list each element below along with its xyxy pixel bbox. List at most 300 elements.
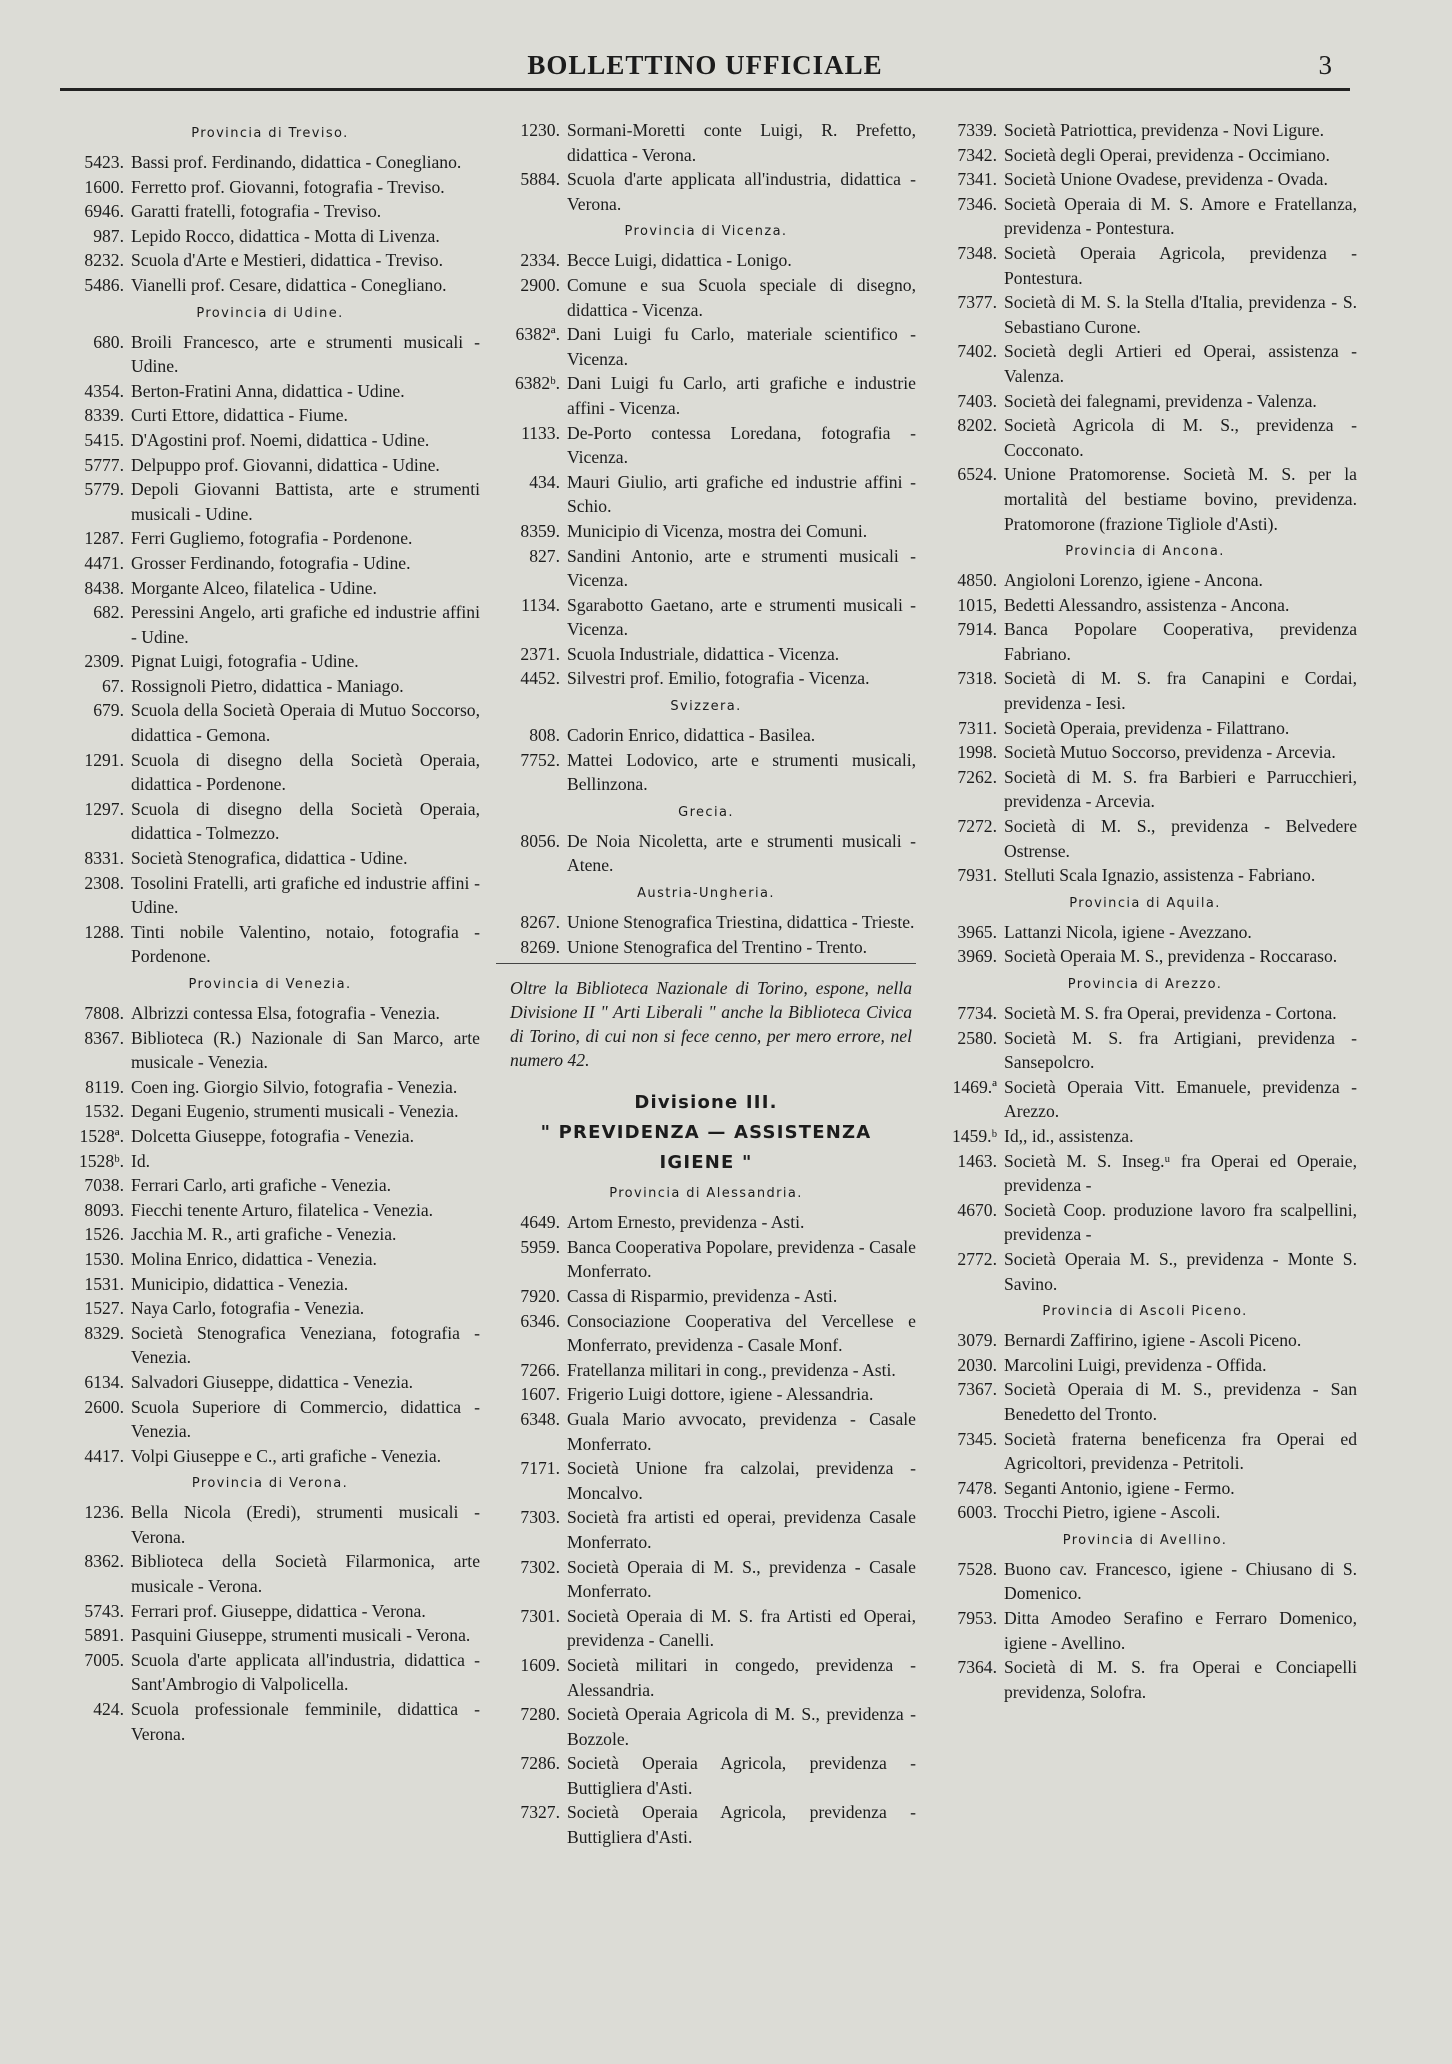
entry-number: 5486. xyxy=(84,274,124,295)
entry-text: Id. xyxy=(131,1150,151,1171)
entry-number: 3969. xyxy=(957,946,997,967)
entry-number: 1530. xyxy=(84,1248,124,1269)
section-title: Provincia di Venezia. xyxy=(188,977,352,992)
entry-text: Albrizzi contessa Elsa, fotografia - Venezia. xyxy=(131,1003,440,1023)
list-item xyxy=(933,617,1357,666)
entry-text: Società di M. S. fra Operai e Conciapelli previdenza, Solofra. xyxy=(1004,1657,1357,1702)
entry-number: 8438. xyxy=(84,577,124,598)
entry-number: 1532. xyxy=(84,1101,124,1122)
entry-number: 7914. xyxy=(957,619,997,640)
section-title: Provincia di Avellino. xyxy=(1062,1532,1228,1548)
entry-text: Salvadori Giuseppe, didattica - Venezia. xyxy=(131,1371,414,1392)
list-item xyxy=(933,143,1357,168)
entry-text: Società Agricola di M. S., previdenza - Cocconato. xyxy=(1004,415,1357,460)
entry-text: Società Operaia M. S., previdenza - Monte S. Savino. xyxy=(1004,1248,1357,1294)
entry-number: 1609. xyxy=(520,1654,560,1675)
list-item xyxy=(60,273,480,298)
list-item xyxy=(60,526,480,551)
list-item xyxy=(496,248,916,273)
list-item xyxy=(496,1653,916,1702)
list-item xyxy=(60,379,480,404)
entry-text: Ferretto prof. Giovanni, fotografia - Treviso. xyxy=(131,176,445,197)
entry-text: Seganti Antonio, igiene - Fermo. xyxy=(1004,1477,1235,1498)
entry-text: Società Operaia Vitt. Emanuele, previdenza - Arezzo. xyxy=(1004,1076,1357,1122)
entry-number: 682. xyxy=(93,602,124,623)
entry-text: Società Unione fra calzolai, previdenza - Moncalvo. xyxy=(567,1458,916,1503)
entry-number: 2900. xyxy=(520,274,560,295)
list-item xyxy=(60,1648,480,1697)
entry-number: 7311. xyxy=(958,717,997,738)
entry-number: 6382ª. xyxy=(515,324,560,345)
entry-number: 7478. xyxy=(957,1477,997,1498)
list-item xyxy=(60,1370,480,1395)
list-item xyxy=(496,1309,916,1358)
errata-note: Oltre la Biblioteca Nazionale di Torino, espone, nella Divisione II " Arti Liberali " anche la Biblioteca Civica di Torino, di cui non si fece cenno, per mero errore, nel numero 42. xyxy=(496,963,916,1072)
entry-list xyxy=(933,1557,1357,1705)
entry-number: 8329. xyxy=(84,1322,124,1343)
list-item xyxy=(496,829,916,878)
entry-number: 7005. xyxy=(84,1649,124,1670)
entry-text: Lattanzi Nicola, igiene - Avezzano. xyxy=(1004,921,1252,942)
list-item xyxy=(496,1407,916,1456)
list-item xyxy=(496,1604,916,1653)
entry-text: D'Agostini prof. Noemi, didattica - Udine. xyxy=(131,429,430,450)
page-number: 3 xyxy=(1318,50,1332,80)
list-item xyxy=(496,273,916,322)
entry-number: 1015, xyxy=(957,594,997,615)
entry-number: 5777. xyxy=(84,454,124,475)
list-item xyxy=(60,1099,480,1124)
entry-text: Cadorin Enrico, didattica - Basilea. xyxy=(567,725,816,746)
entry-number: 2580. xyxy=(957,1027,997,1048)
entry-text: Società Operaia di M. S., previdenza - Casale Monferrato. xyxy=(567,1556,916,1602)
list-item xyxy=(496,544,916,593)
division-subtitle: " PREVIDENZA — ASSISTENZA xyxy=(540,1122,872,1144)
list-item xyxy=(60,871,480,920)
entry-number: 5415. xyxy=(84,429,124,450)
entry-text: Marcolini Luigi, previdenza - Offida. xyxy=(1004,1354,1267,1375)
entry-text: Bella Nicola (Eredi), strumenti musicali - Verona. xyxy=(131,1502,480,1547)
list-item xyxy=(496,167,916,216)
list-item xyxy=(60,453,480,478)
list-item xyxy=(933,241,1357,290)
entry-text: Dani Luigi fu Carlo, materiale scientifico - Vicenza. xyxy=(567,324,916,369)
entry-number: 8339. xyxy=(84,405,124,426)
entry-text: Degani Eugenio, strumenti musicali - Venezia. xyxy=(131,1101,459,1122)
entry-number: 1297. xyxy=(84,798,124,819)
entry-text: Depoli Giovanni Battista, arte e strumenti musicali - Udine. xyxy=(131,479,480,524)
section-title: Provincia di Arezzo. xyxy=(1067,977,1223,992)
section-title: Austria-Ungheria. xyxy=(637,886,775,902)
entry-number: 8093. xyxy=(84,1199,124,1220)
section-title: Provincia di Aquila. xyxy=(1069,895,1221,911)
list-item xyxy=(933,1001,1357,1026)
entry-text: Società degli Operai, previdenza - Occimiano. xyxy=(1004,144,1330,165)
entry-number: 7348. xyxy=(957,242,997,263)
entry-text: Fratellanza militari in cong., previdenza - Asti. xyxy=(567,1359,896,1380)
entry-list xyxy=(60,1500,480,1746)
entry-number: 827. xyxy=(529,545,560,566)
entry-number: 8269. xyxy=(520,936,560,957)
list-item xyxy=(933,1247,1357,1296)
entry-text: Bernardi Zaffirino, igiene - Ascoli Piceno. xyxy=(1004,1330,1302,1351)
list-item xyxy=(496,421,916,470)
entry-text: Scuola della Società Operaia di Mutuo Soccorso, didattica - Gemona. xyxy=(131,700,480,746)
entry-number: 7038. xyxy=(84,1175,124,1196)
entry-text: Coen ing. Giorgio Silvio, fotografia - Venezia. xyxy=(131,1076,458,1097)
list-item xyxy=(933,339,1357,388)
entry-text: Dani Luigi fu Carlo, arti grafiche e industrie affini - Vicenza. xyxy=(567,373,916,418)
entry-text: Società M. S. fra Operai, previdenza - Cortona. xyxy=(1004,1003,1337,1023)
entry-number: 7808. xyxy=(84,1003,124,1023)
entry-number: 8232. xyxy=(84,250,124,271)
entry-number: 7752. xyxy=(520,749,560,770)
entry-text: Società Mutuo Soccorso, previdenza - Arcevia. xyxy=(1004,742,1336,763)
list-item xyxy=(60,1001,480,1026)
entry-list xyxy=(933,920,1357,969)
entry-number: 8362. xyxy=(84,1551,124,1572)
entry-text: Scuola professionale femminile, didattica - Verona. xyxy=(131,1699,480,1744)
list-item xyxy=(496,1235,916,1284)
entry-text: Volpi Giuseppe e C., arti grafiche - Venezia. xyxy=(131,1445,442,1466)
entry-number: 808. xyxy=(529,725,560,746)
entry-number: 7341. xyxy=(957,169,997,190)
entry-number: 7303. xyxy=(520,1507,560,1528)
list-item xyxy=(496,470,916,519)
list-item xyxy=(496,1284,916,1309)
entry-number: 5743. xyxy=(84,1600,124,1621)
entry-number: 7528. xyxy=(957,1558,997,1579)
entry-number: 8119. xyxy=(85,1076,124,1097)
list-item xyxy=(496,935,916,960)
list-item xyxy=(933,1427,1357,1476)
entry-number: 5884. xyxy=(520,169,560,190)
list-item xyxy=(60,330,480,379)
entry-number: 4354. xyxy=(84,380,124,401)
entry-text: Stelluti Scala Ignazio, assistenza - Fabriano. xyxy=(1004,865,1316,886)
entry-text: Morgante Alceo, filatelica - Udine. xyxy=(131,577,377,598)
entry-text: Sormani-Moretti conte Luigi, R. Prefetto, didattica - Verona. xyxy=(567,120,916,165)
entry-number: 7920. xyxy=(520,1286,560,1306)
entry-number: 4649. xyxy=(520,1212,560,1233)
section-title: Provincia di Treviso. xyxy=(191,126,349,141)
entry-number: 1287. xyxy=(84,528,124,549)
entry-text: Broili Francesco, arte e strumenti musicali - Udine. xyxy=(131,331,480,377)
list-item xyxy=(933,814,1357,863)
entry-text: Curti Ettore, didattica - Fiume. xyxy=(131,405,348,426)
list-item xyxy=(496,1505,916,1554)
list-item xyxy=(933,765,1357,814)
entry-number: 7302. xyxy=(520,1556,560,1577)
entry-text: Società Operaia Agricola di M. S., previdenza - Bozzole. xyxy=(567,1704,916,1749)
entry-number: 6524. xyxy=(957,464,997,485)
list-item xyxy=(933,1149,1357,1198)
entry-number: 1607. xyxy=(520,1384,560,1405)
list-item xyxy=(60,576,480,601)
list-item xyxy=(933,740,1357,765)
entry-number: 8367. xyxy=(84,1027,124,1048)
entry-text: Mauri Giulio, arti grafiche ed industrie affini - Schio. xyxy=(567,471,916,517)
entry-text: Società fra artisti ed operai, previdenza Casale Monferrato. xyxy=(567,1507,916,1552)
list-item xyxy=(496,642,916,667)
entry-number: 6946. xyxy=(84,201,124,222)
list-item xyxy=(933,1500,1357,1525)
entry-text: Buono cav. Francesco, igiene - Chiusano di S. Domenico. xyxy=(1004,1558,1357,1604)
list-item xyxy=(933,1655,1357,1704)
entry-text: Scuola di disegno della Società Operaia, didattica - Pordenone. xyxy=(131,749,480,795)
section-title: Provincia di Verona. xyxy=(191,1476,349,1492)
entry-text: Società Patriottica, previdenza - Novi Ligure. xyxy=(1004,120,1324,140)
entry-text: Società Operaia di M. S. fra Artisti ed Operai, previdenza - Canelli. xyxy=(567,1605,916,1651)
entry-text: Becce Luigi, didattica - Lonigo. xyxy=(567,250,792,271)
entry-number: 7266. xyxy=(520,1359,560,1380)
list-item xyxy=(933,1198,1357,1247)
entry-text: Cassa di Risparmio, previdenza - Asti. xyxy=(567,1286,838,1306)
entry-number: 7346. xyxy=(957,193,997,214)
entry-number: 7931. xyxy=(957,865,997,886)
entry-text: Delpuppo prof. Giovanni, didattica - Udine. xyxy=(131,454,440,475)
section-title: Provincia di Ancona. xyxy=(1065,544,1225,560)
entry-text: Consociazione Cooperativa del Vercellese e Monferrato, previdenza - Casale Monf. xyxy=(567,1310,916,1356)
entry-text: Ferri Gugliemo, fotografia - Pordenone. xyxy=(131,528,413,549)
list-item xyxy=(60,477,480,526)
entry-number: 1998. xyxy=(957,742,997,763)
list-item xyxy=(933,1353,1357,1378)
entry-number: 5959. xyxy=(520,1236,560,1257)
entry-number: 7734. xyxy=(957,1003,997,1023)
list-item xyxy=(933,863,1357,888)
entry-text: Tinti nobile Valentino, notaio, fotografia - Pordenone. xyxy=(131,921,480,967)
list-item xyxy=(933,1124,1357,1149)
list-item xyxy=(496,1210,916,1235)
entry-number: 5891. xyxy=(84,1625,124,1646)
list-item xyxy=(496,1456,916,1505)
list-item xyxy=(60,199,480,224)
entry-text: De Noia Nicoletta, arte e strumenti musicali - Atene. xyxy=(567,830,916,876)
entry-list xyxy=(496,248,916,691)
list-item xyxy=(496,1382,916,1407)
list-item xyxy=(60,1222,480,1247)
entry-number: 7280. xyxy=(520,1704,560,1725)
entry-number: 4670. xyxy=(957,1199,997,1220)
entry-number: 3965. xyxy=(957,921,997,942)
entry-text: Società M. S. Inseg.ᵘ fra Operai ed Operaie, previdenza - xyxy=(1004,1150,1357,1196)
entry-number: 987. xyxy=(93,225,124,246)
entry-text: Artom Ernesto, previdenza - Asti. xyxy=(567,1212,805,1233)
list-item xyxy=(933,290,1357,339)
entry-text: Società Coop. produzione lavoro fra scalpellini, previdenza - xyxy=(1004,1199,1357,1245)
entry-number: 1230. xyxy=(520,120,560,140)
list-item xyxy=(60,600,480,649)
entry-number: 8267. xyxy=(520,912,560,933)
entry-text: De-Porto contessa Loredana, fotografia - Vicenza. xyxy=(567,422,916,468)
entry-text: Berton-Fratini Anna, didattica - Udine. xyxy=(131,380,405,401)
list-item xyxy=(60,1149,480,1174)
entry-text: Garatti fratelli, fotografia - Treviso. xyxy=(131,201,382,222)
division-heading: Divisione III. xyxy=(634,1092,778,1114)
entry-list xyxy=(496,723,916,797)
entry-list xyxy=(496,1210,916,1849)
list-item xyxy=(496,1358,916,1383)
entry-number: 2334. xyxy=(520,250,560,271)
entry-text: Società Unione Ovadese, previdenza - Ovada. xyxy=(1004,169,1328,190)
list-item xyxy=(933,716,1357,741)
entry-text: Società Operaia M. S., previdenza - Roccaraso. xyxy=(1004,946,1338,967)
list-item xyxy=(933,666,1357,715)
entry-number: 1527. xyxy=(84,1298,124,1319)
entry-text: Società di M. S. fra Barbieri e Parrucchieri, previdenza - Arcevia. xyxy=(1004,766,1357,812)
list-item xyxy=(60,1623,480,1648)
list-item xyxy=(933,167,1357,192)
entry-number: 7364. xyxy=(957,1657,997,1678)
entry-text: Società di M. S. fra Canapini e Cordai, previdenza - Iesi. xyxy=(1004,668,1357,714)
section-title: Provincia di Ascoli Piceno. xyxy=(1042,1304,1248,1320)
list-item xyxy=(933,944,1357,969)
entry-text: Scuola di disegno della Società Operaia, didattica - Tolmezzo. xyxy=(131,798,480,844)
list-item xyxy=(933,413,1357,462)
entry-number: 1463. xyxy=(957,1150,997,1171)
list-item xyxy=(933,568,1357,593)
list-item xyxy=(60,1296,480,1321)
entry-number: 7342. xyxy=(957,144,997,165)
entry-number: 6134. xyxy=(84,1371,124,1392)
list-item xyxy=(60,1549,480,1598)
entry-number: 1291. xyxy=(84,749,124,770)
entry-text: Mattei Lodovico, arte e strumenti musicali, Bellinzona. xyxy=(567,749,916,795)
entry-number: 8202. xyxy=(957,415,997,436)
entry-number: 2371. xyxy=(520,643,560,664)
entry-text: Società dei falegnami, previdenza - Valenza. xyxy=(1004,390,1317,411)
column-right xyxy=(933,118,1357,1704)
entry-text: Naya Carlo, fotografia - Venezia. xyxy=(131,1298,365,1319)
entry-text: Bedetti Alessandro, assistenza - Ancona. xyxy=(1004,594,1290,615)
entry-text: Trocchi Pietro, igiene - Ascoli. xyxy=(1004,1502,1221,1523)
list-item xyxy=(933,1476,1357,1501)
entry-number: 1236. xyxy=(84,1502,124,1523)
entry-text: Rossignoli Pietro, didattica - Maniago. xyxy=(131,675,404,696)
entry-list xyxy=(496,118,916,216)
entry-text: Municipio di Vicenza, mostra dei Comuni. xyxy=(567,520,868,541)
section-title: Provincia di Vicenza. xyxy=(624,224,788,240)
list-item xyxy=(60,748,480,797)
entry-number: 7403. xyxy=(957,390,997,411)
entry-list xyxy=(60,1001,480,1468)
list-item xyxy=(60,674,480,699)
entry-number: 1531. xyxy=(84,1273,124,1294)
entry-list xyxy=(496,910,916,959)
entry-number: 7402. xyxy=(957,341,997,362)
entry-number: 1600. xyxy=(84,176,124,197)
list-item xyxy=(60,797,480,846)
list-item xyxy=(60,1247,480,1272)
entry-number: 1526. xyxy=(84,1224,124,1245)
entry-text: Società fraterna beneficenza fra Operai ed Agricoltori, previdenza - Petritoli. xyxy=(1004,1428,1357,1474)
entry-text: Sandini Antonio, arte e strumenti musicali - Vicenza. xyxy=(567,545,916,591)
entry-list xyxy=(60,330,480,969)
entry-text: Società Operaia, previdenza - Filattrano. xyxy=(1004,717,1290,738)
entry-list xyxy=(496,829,916,878)
list-item xyxy=(60,428,480,453)
list-item xyxy=(60,224,480,249)
entry-text: Scuola d'Arte e Mestieri, didattica - Treviso. xyxy=(131,250,443,271)
list-item xyxy=(60,846,480,871)
column-left xyxy=(60,118,480,1746)
entry-number: 2308. xyxy=(84,872,124,893)
list-item xyxy=(933,1557,1357,1606)
entry-text: Id,, id., assistenza. xyxy=(1004,1125,1134,1146)
entry-text: Banca Cooperativa Popolare, previdenza - Casale Monferrato. xyxy=(567,1236,916,1282)
entry-text: Ferrari Carlo, arti grafiche - Venezia. xyxy=(131,1175,392,1196)
entry-number: 4471. xyxy=(84,552,124,573)
section-title: Provincia di Alessandria. xyxy=(609,1186,803,1202)
entry-text: Bassi prof. Ferdinando, didattica - Conegliano. xyxy=(131,152,462,172)
entry-text: Società degli Artieri ed Operai, assistenza - Valenza. xyxy=(1004,341,1357,386)
entry-number: 7272. xyxy=(957,816,997,837)
list-item xyxy=(60,403,480,428)
entry-text: Fiecchi tenente Arturo, filatelica - Venezia. xyxy=(131,1199,434,1220)
list-item xyxy=(60,698,480,747)
entry-number: 4850. xyxy=(957,570,997,591)
entry-text: Frigerio Luigi dottore, igiene - Alessandria. xyxy=(567,1384,874,1405)
entry-number: 7171. xyxy=(520,1458,560,1479)
list-item xyxy=(496,519,916,544)
entry-text: Banca Popolare Cooperativa, previdenza Fabriano. xyxy=(1004,619,1357,664)
list-item xyxy=(60,1173,480,1198)
entry-number: 7339. xyxy=(957,120,997,140)
entry-number: 434. xyxy=(529,471,560,492)
entry-text: Società militari in congedo, previdenza - Alessandria. xyxy=(567,1654,916,1700)
list-item xyxy=(60,175,480,200)
list-item xyxy=(60,1026,480,1075)
entry-text: Società Operaia Agricola, previdenza - Pontestura. xyxy=(1004,242,1357,288)
column-middle xyxy=(496,118,916,1850)
page-title: BOLLETTINO UFFICIALE xyxy=(527,50,883,80)
list-item xyxy=(496,1702,916,1751)
list-item xyxy=(60,920,480,969)
entry-number: 8331. xyxy=(84,848,124,869)
list-item xyxy=(60,1124,480,1149)
entry-number: 1528ª. xyxy=(79,1125,124,1146)
entry-number: 7367. xyxy=(957,1379,997,1400)
entry-number: 7318. xyxy=(957,668,997,689)
list-item xyxy=(933,192,1357,241)
entry-text: Pasquini Giuseppe, strumenti musicali - Verona. xyxy=(131,1625,471,1646)
entry-number: 2309. xyxy=(84,651,124,672)
entry-text: Scuola d'arte applicata all'industria, didattica - Sant'Ambrogio di Valpolicella. xyxy=(131,1649,480,1695)
entry-number: 5779. xyxy=(84,479,124,500)
list-item xyxy=(496,371,916,420)
entry-number: 7327. xyxy=(520,1802,560,1823)
entry-number: 7377. xyxy=(957,292,997,313)
list-item xyxy=(60,1444,480,1469)
entry-number: 1469.ª xyxy=(952,1076,997,1097)
list-item xyxy=(496,1555,916,1604)
entry-text: Silvestri prof. Emilio, fotografia - Vicenza. xyxy=(567,668,870,689)
list-item xyxy=(60,1500,480,1549)
entry-number: 4417. xyxy=(84,1445,124,1466)
entry-text: Biblioteca della Società Filarmonica, arte musicale - Verona. xyxy=(131,1551,480,1597)
entry-number: 1528ᵇ. xyxy=(78,1150,124,1171)
entry-text: Società Stenografica, didattica - Udine. xyxy=(131,848,408,869)
list-item xyxy=(933,1328,1357,1353)
entry-number: 7345. xyxy=(957,1428,997,1449)
list-item xyxy=(496,1800,916,1849)
entry-text: Scuola Industriale, didattica - Vicenza. xyxy=(567,643,840,664)
entry-number: 2030. xyxy=(957,1354,997,1375)
entry-text: Società Operaia Agricola, previdenza - Buttigliera d'Asti. xyxy=(567,1753,916,1798)
entry-text: Lepido Rocco, didattica - Motta di Livenza. xyxy=(131,225,440,246)
entry-number: 8056. xyxy=(520,830,560,851)
